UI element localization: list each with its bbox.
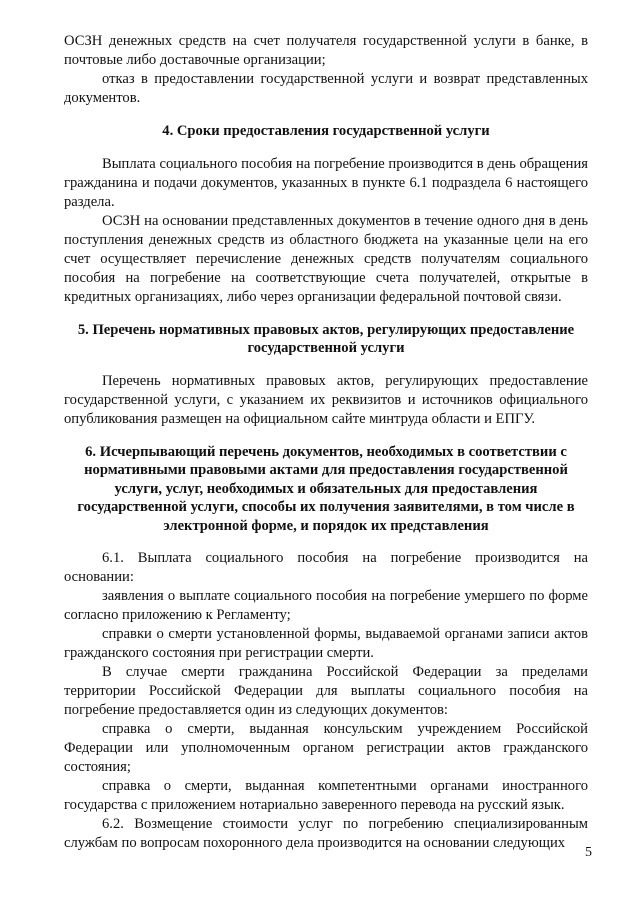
paragraph: ОСЗН денежных средств на счет получателя государственной услуги в банке, в почтовые либо доставочные организации;: [64, 33, 588, 68]
section-heading-4: 4. Сроки предоставления государственной услуги: [162, 123, 490, 139]
section-heading-5: 5. Перечень нормативных правовых актов, регулирующих предоставление государственной услуги: [77, 321, 575, 356]
paragraph: ОСЗН на основании представленных документов в течение одного дня в день поступления денежных средств из областного бюджета на указанные цели на его счет осуществляет перечисление денежных средств получателям социального пособия на погребение на соответствующие счета получателей, открытые в кредитных организациях, либо через организации федеральной почтовой связи.: [64, 212, 588, 305]
paragraph: справки о смерти установленной формы, выдаваемой органами записи актов гражданского состояния при регистрации смерти.: [64, 626, 588, 661]
page-number: 5: [585, 845, 592, 860]
paragraph: 6.1. Выплата социального пособия на погребение производится на основании:: [64, 550, 588, 585]
section-heading-6: 6. Исчерпывающий перечень документов, необходимых в соответствии с нормативными правовыми актами для предоставления государственной услуги, услуг, необходимых и обязательных для предоставления государственной услуги, способы их получения заявителями, в том числе в электронной форме, и порядок их представления: [77, 443, 575, 534]
paragraph: В случае смерти гражданина Российской Федерации за пределами территории Российской Федерации для выплаты социального пособия на погребение предоставляется один из следующих документов:: [64, 664, 588, 718]
paragraph: Выплата социального пособия на погребение производится в день обращения гражданина и подачи документов, указанных в пункте 6.1 подраздела 6 настоящего раздела.: [64, 155, 588, 210]
paragraph: справка о смерти, выданная компетентными органами иностранного государства с приложением нотариально заверенного перевода на русский язык.: [64, 778, 588, 813]
paragraph: 6.2. Возмещение стоимости услуг по погребению специализированным службам по вопросам похоронного дела производится на основании следующих: [64, 816, 588, 851]
paragraph: Перечень нормативных правовых актов, регулирующих предоставление государственной услуги, с указанием их реквизитов и источников официального опубликования размещен на официальном сайте минтруда области и ЕПГУ.: [64, 372, 588, 427]
paragraph: заявления о выплате социального пособия на погребение умершего по форме согласно приложению к Регламенту;: [64, 588, 588, 623]
paragraph: отказ в предоставлении государственной услуги и возврат представленных документов.: [64, 71, 588, 106]
document-body: [64, 32, 588, 853]
paragraph: справка о смерти, выданная консульским учреждением Российской Федерации или уполномоченным органом регистрации актов гражданского состояния;: [64, 721, 588, 775]
